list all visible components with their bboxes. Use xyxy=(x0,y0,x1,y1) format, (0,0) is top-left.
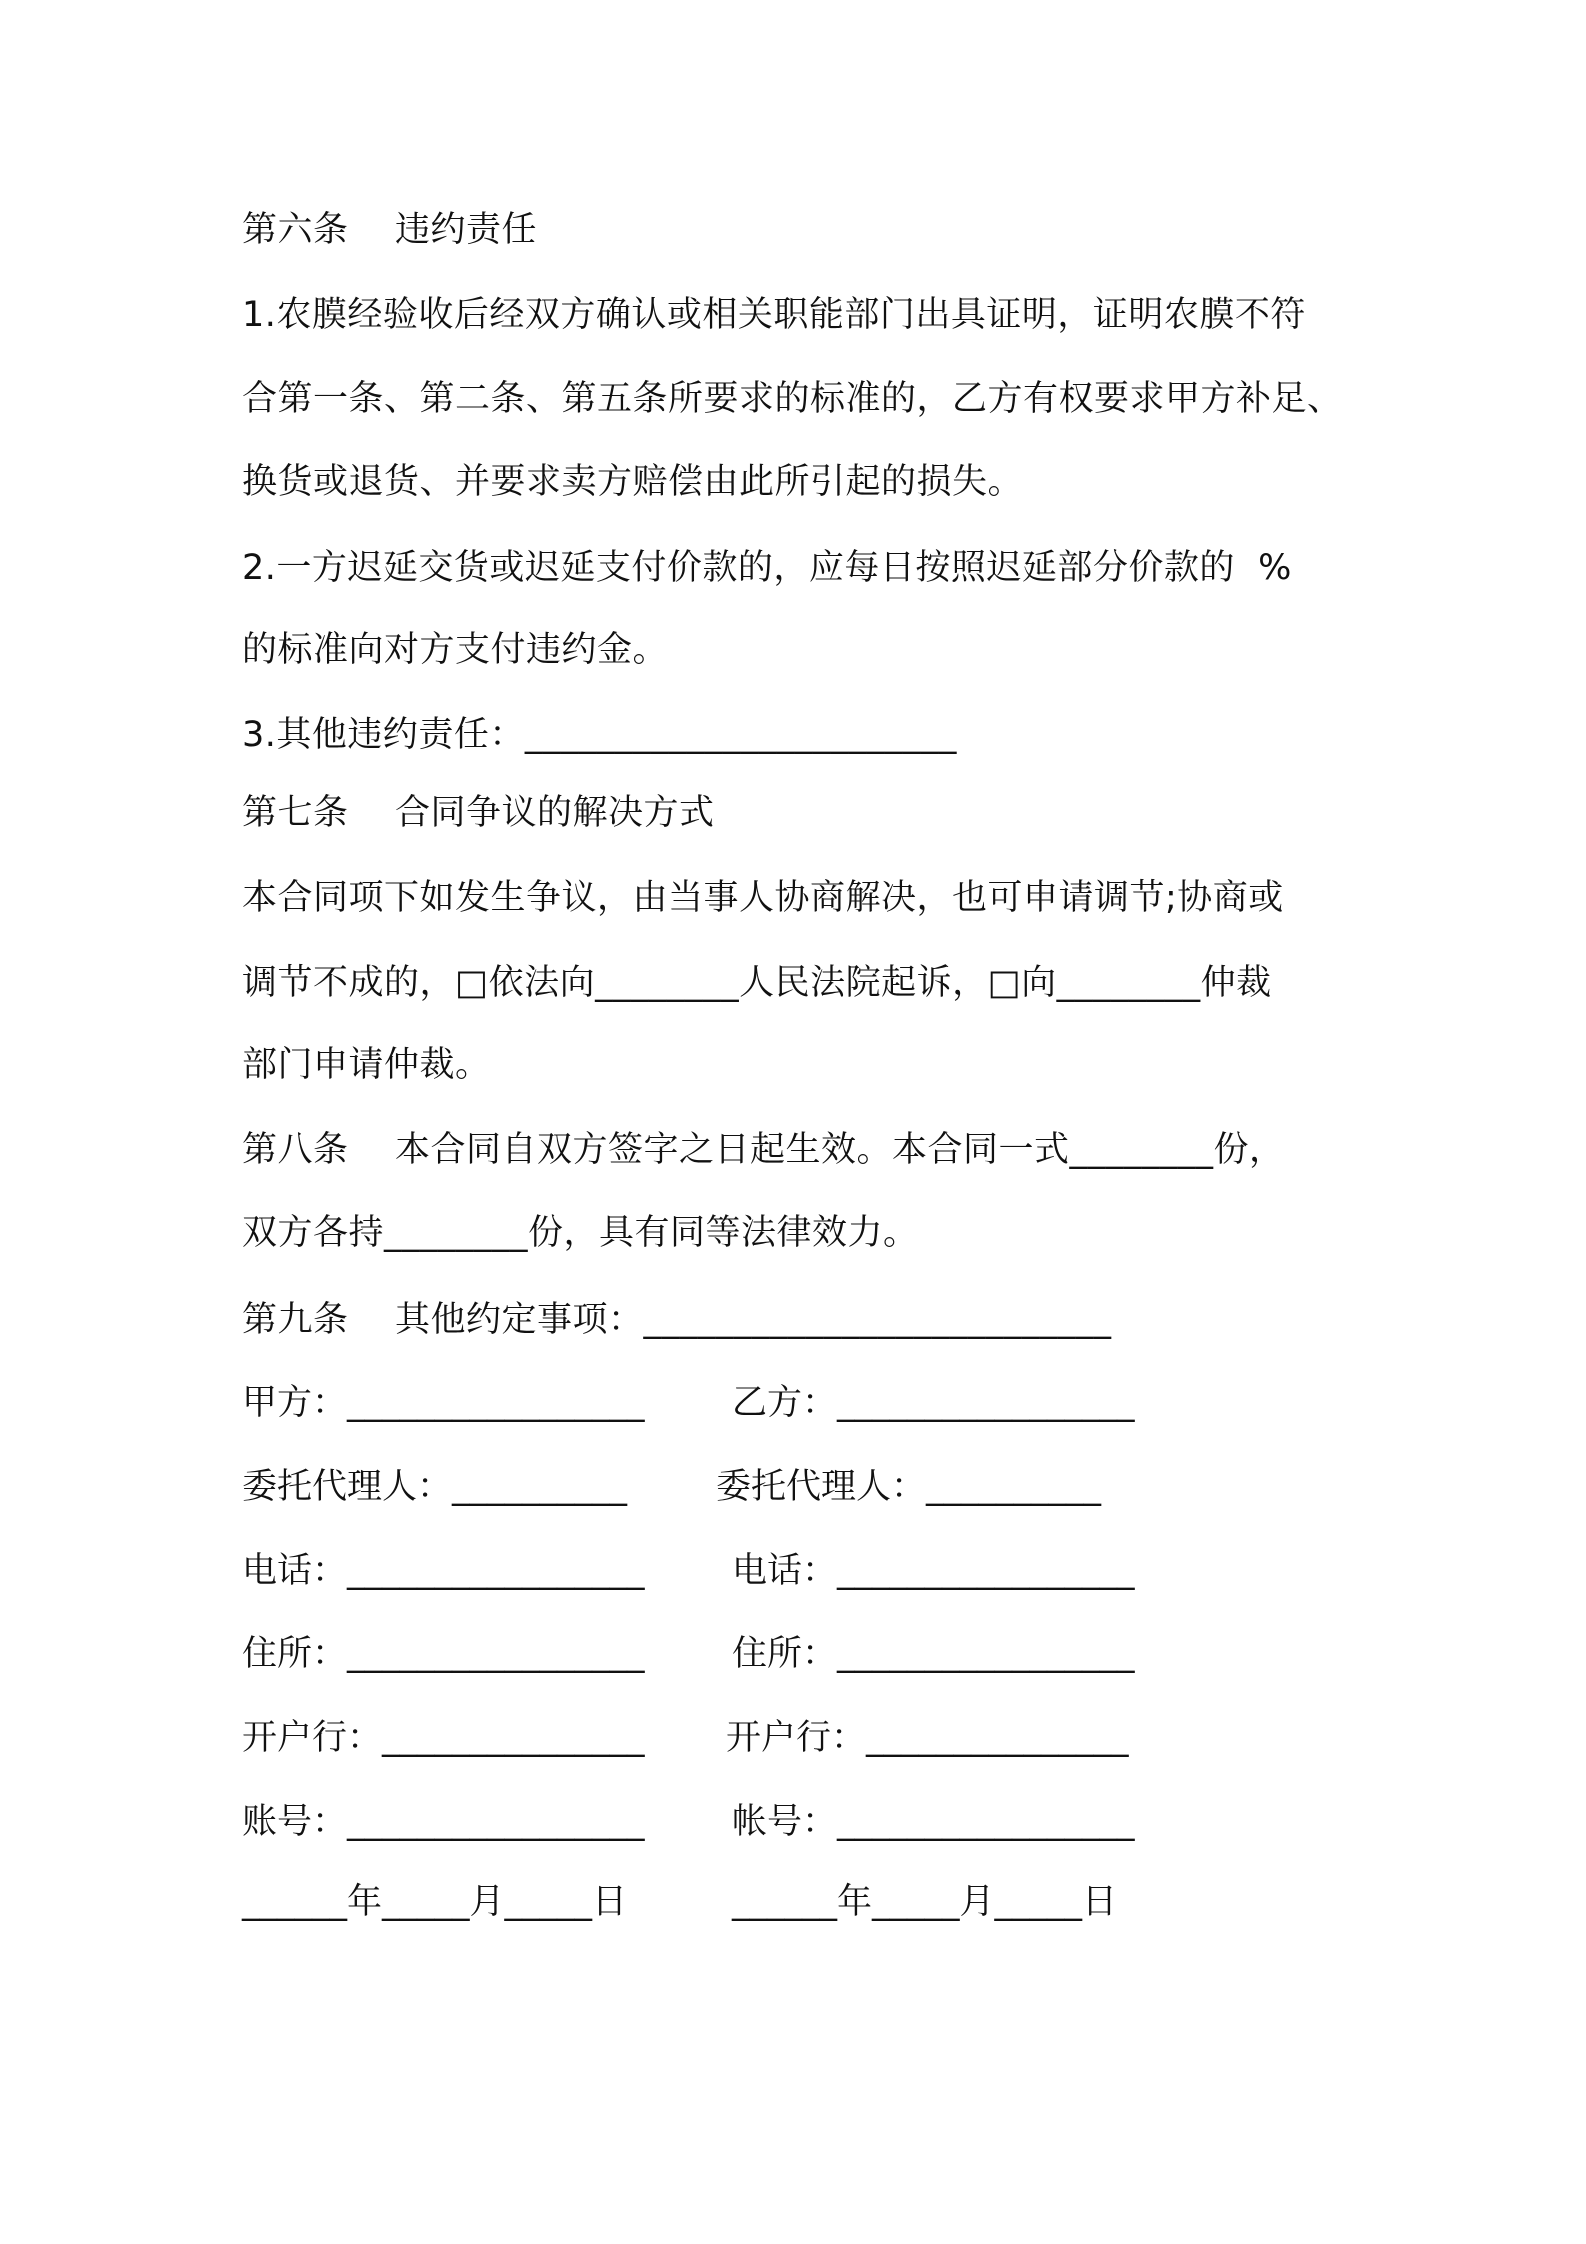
article-6-clause-2-line-1: 2.一方迟延交货或迟延支付价款的，应每日按照迟延部分价款的 % xyxy=(242,548,1292,588)
article-6-clause-3: 3.其他违约责任：________________________ xyxy=(242,715,957,755)
article-7-line-2: 调节不成的，□依法向________人民法院起诉，□向________仲裁 xyxy=(242,963,1272,1003)
article-6-clause-1-line-3: 换货或退货、并要求卖方赔偿由此所引起的损失。 xyxy=(242,462,1024,502)
account-b-field: 帐号：_________________ xyxy=(732,1802,1135,1842)
article-6-heading: 第六条 违约责任 xyxy=(242,210,538,250)
article-9: 第九条 其他约定事项：__________________________ xyxy=(242,1300,1112,1340)
party-b-field: 乙方：_________________ xyxy=(732,1383,1135,1423)
agent-a-field: 委托代理人：__________ xyxy=(242,1467,628,1507)
address-a-field: 住所：_________________ xyxy=(242,1634,645,1674)
phone-a-field: 电话：_________________ xyxy=(242,1551,645,1591)
account-a-field: 账号：_________________ xyxy=(242,1802,645,1842)
bank-a-field: 开户行：_______________ xyxy=(242,1718,645,1758)
article-6-clause-2-line-2: 的标准向对方支付违约金。 xyxy=(242,630,669,670)
party-a-field: 甲方：_________________ xyxy=(242,1383,645,1423)
article-7-line-1: 本合同项下如发生争议，由当事人协商解决，也可申请调节;协商或 xyxy=(242,878,1284,918)
article-8-line-1: 第八条 本合同自双方签字之日起生效。本合同一式________份， xyxy=(242,1130,1285,1170)
date-b-field: ______年_____月_____日 xyxy=(732,1882,1118,1922)
date-a-field: ______年_____月_____日 xyxy=(242,1882,628,1922)
agent-b-field: 委托代理人：__________ xyxy=(716,1467,1102,1507)
address-b-field: 住所：_________________ xyxy=(732,1634,1135,1674)
article-8-line-2: 双方各持________份，具有同等法律效力。 xyxy=(242,1213,919,1253)
article-6-clause-1-line-2: 合第一条、第二条、第五条所要求的标准的，乙方有权要求甲方补足、 xyxy=(242,379,1343,419)
article-7-heading: 第七条 合同争议的解决方式 xyxy=(242,793,715,833)
phone-b-field: 电话：_________________ xyxy=(732,1551,1135,1591)
article-6-clause-1-line-1: 1.农膜经验收后经双方确认或相关职能部门出具证明，证明农膜不符 xyxy=(242,295,1306,335)
bank-b-field: 开户行：_______________ xyxy=(726,1718,1129,1758)
article-7-line-3: 部门申请仲裁。 xyxy=(242,1045,491,1085)
